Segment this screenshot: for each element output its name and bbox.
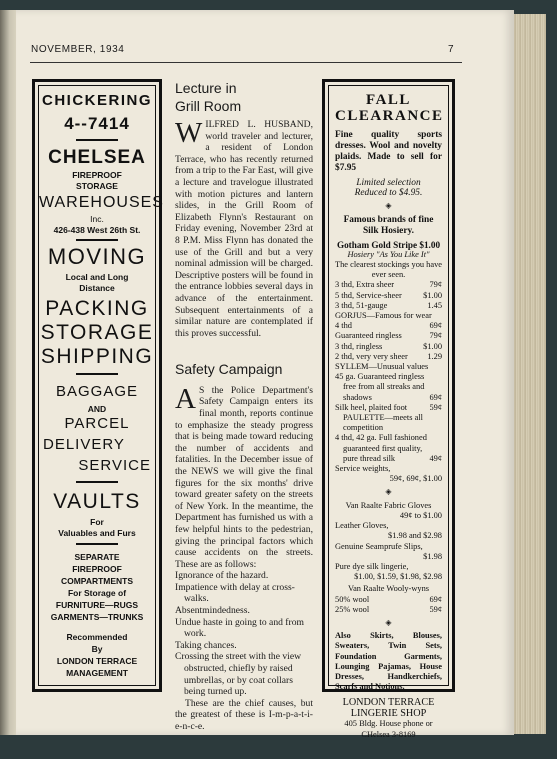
list-item: Absentmindedness. <box>175 605 250 617</box>
chickering-advertisement <box>32 79 162 692</box>
lingerie-shop-advertisement <box>322 79 455 739</box>
drop-cap: A <box>175 382 196 415</box>
ad-line: AND <box>87 404 107 414</box>
price-item: 50% wool <box>335 594 370 604</box>
ad-line: By <box>91 644 103 654</box>
price-item: 4 thd <box>335 321 352 331</box>
ad-gotham: Gotham Gold Stripe $1.00 <box>336 239 441 250</box>
ad-hosiery-desc: The clearest stockings you have ever seen. <box>335 260 442 280</box>
ad-line: SHIPPING <box>40 345 154 368</box>
ad-line: FIREPROOF <box>72 170 122 180</box>
ad-divider <box>76 139 118 141</box>
price-value: 1.45 <box>427 300 442 310</box>
book-spine-edge <box>0 10 16 735</box>
ad-line: SEPARATE <box>74 552 120 562</box>
ad-van-raalte-gloves: Van Raalte Fabric Gloves <box>345 500 432 510</box>
article-title-grill-room: Grill Room <box>175 97 242 114</box>
ad-line: Valuables and Furs <box>58 528 136 538</box>
ad-pure-dye: Pure dye silk lingerie, <box>335 561 409 571</box>
ad-line: BAGGAGE <box>55 383 139 400</box>
price-value: $1.00 <box>423 341 442 351</box>
price-row <box>335 342 442 352</box>
ad-line: MANAGEMENT <box>66 668 128 678</box>
price-row <box>335 372 442 403</box>
price-item: 5 thd, Service-sheer <box>335 290 402 300</box>
ad-line: VAULTS <box>53 490 141 513</box>
ad-title-clearance: CLEARANCE <box>335 108 444 124</box>
price-row <box>335 352 442 362</box>
ad-line: WAREHOUSES <box>39 194 164 211</box>
ad-line: For Storage of <box>67 588 127 598</box>
ad-divider <box>76 239 118 241</box>
drop-cap: W <box>175 117 203 149</box>
price-item: 45 ga. Guaranteed ringless free from all streaks and shadows <box>335 372 425 402</box>
list-item: Crossing the street with the view obstructed, chiefly by raised umbrellas, or by coat collars being turned up. <box>175 651 302 698</box>
ad-line: STORAGE <box>40 321 154 344</box>
safety-closing: These are the chief causes, but the greatest of these is I-m-p-a-t-i-e-n-c-e. <box>175 697 313 732</box>
ad-line: CHICKERING <box>41 92 152 109</box>
price-row <box>335 605 442 615</box>
ad-service-prices: 59¢, 69¢, $1.00 <box>389 474 442 484</box>
price-value: $1.00 <box>423 290 442 300</box>
price-item: Silk heel, plaited foot <box>335 402 408 412</box>
ad-shop-name-2: LINGERIE SHOP <box>350 708 427 720</box>
ad-service: Service weights, <box>335 464 391 474</box>
diamond-icon: ◈ <box>385 201 392 211</box>
price-row <box>335 433 442 464</box>
ad-address: 405 Bldg. House phone or <box>344 719 433 729</box>
price-value: 49¢ <box>429 453 442 463</box>
diamond-icon: ◈ <box>385 487 392 497</box>
price-item: 2 thd, very very sheer <box>335 351 408 361</box>
ad-line: PARCEL <box>64 415 130 432</box>
price-row <box>335 595 442 605</box>
page-number: 7 <box>448 44 455 55</box>
ad-leather: Leather Gloves, <box>335 521 389 531</box>
price-value: 59¢ <box>429 402 442 412</box>
price-value: 69¢ <box>429 594 442 604</box>
ad-paulette: PAULETTE—meets all competition <box>343 413 423 433</box>
article-title-safety: Safety Campaign <box>175 361 283 378</box>
ad-line: Inc. <box>90 214 104 224</box>
ad-seamprufe: Genuine Seamprufe Slips, <box>335 541 423 551</box>
price-item: 25% wool <box>335 604 370 614</box>
list-item: Ignorance of the hazard. <box>175 570 269 582</box>
ad-line: STORAGE <box>76 181 118 191</box>
price-row <box>335 331 442 341</box>
ad-line: Local and Long <box>65 272 129 282</box>
ad-line: Distance <box>79 283 115 293</box>
price-item: 3 thd, 51-gauge <box>335 300 388 310</box>
list-item: Impatience with delay at cross-walks. <box>175 581 295 605</box>
price-item: Guaranteed ringless <box>335 331 402 341</box>
article-title-lecture: Lecture in <box>175 80 237 96</box>
ad-title-fall: FALL <box>366 92 411 108</box>
ad-line: SERVICE <box>78 457 151 474</box>
ad-syllem: SYLLEM—Unusual values <box>335 362 429 372</box>
ad-seamprufe-price: $1.98 <box>423 551 442 561</box>
ad-line: COMPARTMENTS <box>60 576 134 586</box>
lecture-text: ILFRED L. HUSBAND, world traveler and lecturer, a resident of London Terrace, who has recently returned from a trip to the Far East, will give a lecture and travelogue illustrated with motion pictures and lantern slides, in the Grill Room of Elizabeth Flynn's Restaurant on Friday evening, November 23rd at 8 P.M. Miss Flynn has donated the use of the Grill and but a very nominal admission will be charged. Descriptive posters will be found in the entrance lobbies several days in advance of the entertainment. Subsequent entertainments of a similar nature are contemplated if this proves successful. <box>175 119 313 339</box>
safety-article-body <box>175 382 313 571</box>
article-column <box>175 80 313 733</box>
list-item: Undue haste in going to and from work. <box>175 616 304 640</box>
ad-hosiery-name: Hosiery "As You Like It" <box>347 249 430 259</box>
list-item: Taking chances. <box>175 639 237 651</box>
ad-phone: 4--7414 <box>64 114 130 133</box>
diamond-icon: ◈ <box>385 617 392 627</box>
ad-famous-brands: Famous brands of fine Silk Hosiery. <box>343 214 434 236</box>
ad-gloves-price: 49¢ to $1.00 <box>399 510 442 520</box>
price-value: 69¢ <box>429 392 442 402</box>
hazard-list <box>175 570 313 698</box>
lecture-article-body <box>175 119 313 339</box>
safety-text: S the Police Department's Safety Campaign enters its final month, reports continue to emphasize the steady progress that is being made toward reducing the number of accidents and fatalities. In the December issue of the NEWS we will give the final figures for the six months' drive toward greater safety on the streets of New York. In the meantime, the Department has furnished us with a few helpful hints to the pedestrian, giving the principal factors which cause accidents on the streets. These are as follows: <box>175 384 313 570</box>
ad-shop-name-1: LONDON TERRACE <box>342 697 435 709</box>
ad-reduced: Reduced to $4.95. <box>354 188 423 199</box>
price-row <box>335 321 442 331</box>
ad-line: For <box>90 517 104 527</box>
price-item: 3 thd, Extra sheer <box>335 280 395 290</box>
price-row <box>335 291 442 301</box>
ad-address: 426-438 West 26th St. <box>53 225 141 235</box>
ad-line: LONDON TERRACE <box>56 656 138 666</box>
price-value: 79¢ <box>429 331 442 341</box>
header-rule <box>30 62 462 63</box>
price-item: 4 thd, 42 ga. Full fashioned guaranteed first quality, pure thread silk <box>335 433 427 463</box>
price-item: 3 thd, ringless <box>335 341 383 351</box>
ad-divider <box>76 481 118 483</box>
ad-line: Recommended <box>66 632 128 642</box>
ad-divider <box>76 543 118 545</box>
page-stack-edge <box>512 14 546 734</box>
ad-line: MOVING <box>47 244 147 269</box>
ad-limited: Limited selection <box>356 178 421 188</box>
ad-leather-price: $1.98 and $2.98 <box>388 531 442 541</box>
ad-wooly: Van Raalte Wooly-wyns <box>347 584 430 594</box>
price-value: 59¢ <box>429 604 442 614</box>
ad-line: PACKING <box>45 297 149 320</box>
ad-line: CHELSEA <box>48 147 146 168</box>
price-row <box>335 280 442 290</box>
ad-also: Also Skirts, Blouses, Sweaters, Twin Sets, Foundation Garments, Lounging Pajamas, House Dresses, Handkerchiefs, Scarfs and Notions. <box>335 631 442 692</box>
price-value: 1.29 <box>427 351 442 361</box>
price-value: 69¢ <box>429 321 442 331</box>
price-row <box>335 403 442 413</box>
price-value: 79¢ <box>429 280 442 290</box>
ad-line: DELIVERY <box>43 436 125 453</box>
page-date: NOVEMBER, 1934 <box>31 44 125 55</box>
ad-phone: CHelsea 3-8169 <box>361 729 416 739</box>
ad-divider <box>76 373 118 375</box>
ad-gorjus: GORJUS—Famous for wear <box>335 311 432 321</box>
ad-intro: Fine quality sports dresses. Wool and novelty plaids. Made to sell for $7.95 <box>335 130 442 173</box>
ad-line: GARMENTS—TRUNKS <box>50 612 144 622</box>
ad-pure-dye-prices: $1.00, $1.59, $1.98, $2.98 <box>354 572 442 582</box>
ad-line: FURNITURE—RUGS <box>55 600 139 610</box>
ad-line: FIREPROOF <box>72 564 122 574</box>
price-row <box>335 301 442 311</box>
